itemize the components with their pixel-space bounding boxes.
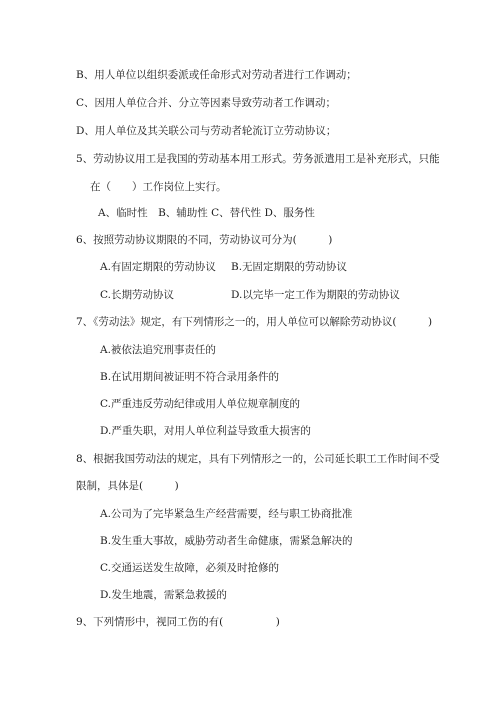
question-5-options: A、临时性 B、辅助性 C、替代性 D、服务性	[98, 207, 315, 219]
question-8-option-a: A.公司为了完毕紧急生产经营需要，经与职工协商批准	[100, 508, 353, 520]
question-7-option-a: A.被依法追究刑事责任的	[100, 344, 216, 356]
question-6-text: 6、按照劳动协议期限的不同，劳动协议可分为( )	[76, 234, 333, 246]
question-5-text: 5、劳动协议用工是我国的劳动基本用工形式。劳务派遣用工是补充形式，只能	[76, 153, 440, 165]
question-6-option-c: C.长期劳动协议	[100, 289, 174, 301]
question-8-option-d: D.发生地震，需紧急救援的	[100, 589, 227, 601]
question-6-option-b: B.无固定期限的劳动协议	[231, 261, 348, 273]
question-9-text: 9、下列情形中，视同工伤的有( )	[76, 616, 280, 628]
question-8-option-b: B.发生重大事故，威胁劳动者生命健康，需紧急解决的	[100, 535, 353, 547]
question-5-text-continued: 在（ ）工作岗位上实行。	[90, 181, 227, 193]
question-7-text: 7、《劳动法》规定，有下列情形之一的，用人单位可以解除劳动协议( )	[76, 316, 433, 328]
question-8-text: 8、根据我国劳动法的规定，具有下列情形之一的，公司延长职工工作时间不受	[76, 453, 440, 465]
question-7-option-d: D.严重失职，对用人单位利益导致重大损害的	[100, 425, 311, 437]
option-d-previous-question: D、用人单位及其关联公司与劳动者轮流订立劳动协议；	[76, 125, 337, 137]
question-7-option-b: B.在试用期间被证明不符合录用条件的	[100, 371, 280, 383]
option-c-previous-question: C、因用人单位合并、分立等因素导致劳动者工作调动；	[76, 97, 337, 109]
option-b-previous-question: B、用人单位以组织委派或任命形式对劳动者进行工作调动；	[76, 69, 357, 81]
question-7-option-c: C.严重违反劳动纪律或用人单位规章制度的	[100, 398, 300, 410]
question-6-option-a: A.有固定期限的劳动协议	[100, 261, 216, 273]
question-8-option-c: C.交通运送发生故障，必须及时抢修的	[100, 562, 279, 574]
question-8-text-continued: 限制，具体是( )	[76, 480, 179, 492]
question-6-option-d: D.以完毕一定工作为期限的劳动协议	[231, 289, 400, 301]
